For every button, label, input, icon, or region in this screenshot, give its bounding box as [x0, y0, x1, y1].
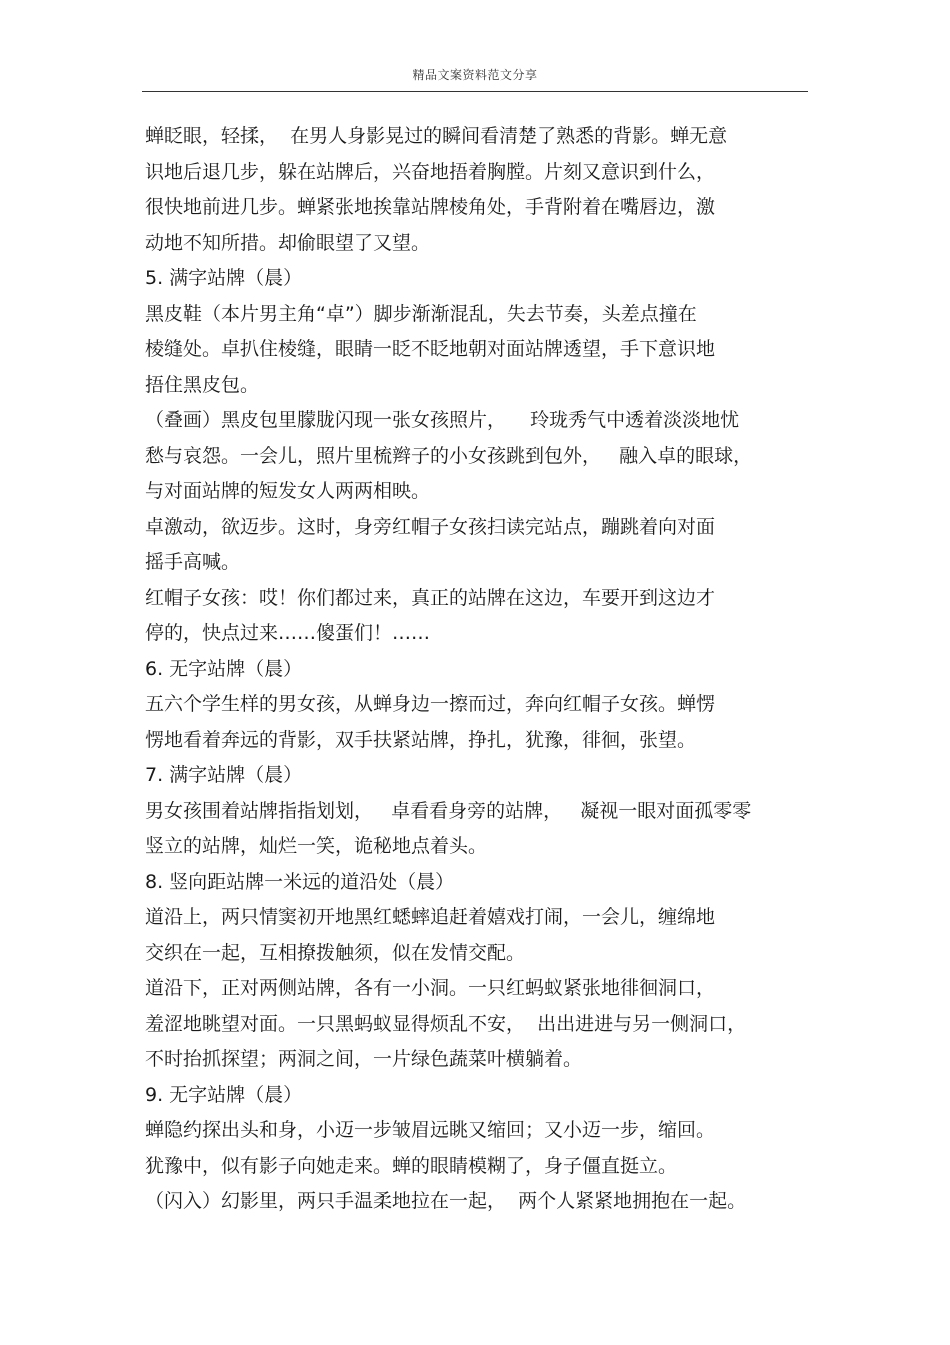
page-header: 精品文案资料范文分享	[412, 68, 538, 82]
text-line: 识地后退几步，躲在站牌后，兴奋地捂着胸膛。片刻又意识到什么，	[145, 160, 716, 183]
text-line: 竖立的站牌，灿烂一笑，诡秘地点着头。	[145, 835, 488, 857]
text-line: 五六个学生样的男女孩，从蝉身边一擦而过，奔向红帽子女孩。蝉愣	[145, 693, 716, 715]
text-line: 很快地前进几步。蝉紧张地挨靠站牌棱角处，手背附着在嘴唇边，激	[145, 196, 716, 218]
scene-heading: 7. 满字站牌（晨）	[145, 764, 303, 786]
text-line: 愣地看着奔远的背影，双手扶紧站牌，挣扎，犹豫，徘徊，张望。	[145, 728, 697, 751]
text-line: 棱缝处。卓扒住棱缝，眼睛一眨不眨地朝对面站牌透望，手下意识地	[145, 338, 716, 360]
header-divider	[142, 91, 808, 92]
text-line: 羞涩地眺望对面。一只黑蚂蚁显得烦乱不安， 出出进进与另一侧洞口，	[145, 1012, 747, 1035]
text-line: 犹豫中，似有影子向她走来。蝉的眼睛模糊了，身子僵直挺立。	[145, 1154, 678, 1177]
text-line: 摇手高喊。	[145, 551, 241, 573]
scene-heading: 8. 竖向距站牌一米远的道沿处（晨）	[145, 870, 455, 893]
text-line: （叠画）黑皮包里朦胧闪现一张女孩照片， 玲珑秀气中透着淡淡地忧	[145, 409, 740, 431]
scene-heading: 5. 满字站牌（晨）	[145, 267, 303, 289]
scene-heading: 6. 无字站牌（晨）	[145, 657, 303, 680]
text-line: 交织在一起，互相撩拨触须，似在发情交配。	[145, 941, 526, 964]
text-line: 道沿上，两只情窦初开地黑红蟋蟀追赶着嬉戏打闹，一会儿，缠绵地	[145, 906, 716, 928]
text-line: 与对面站牌的短发女人两两相映。	[145, 480, 431, 502]
document-body	[145, 119, 805, 1220]
text-line: 男女孩围着站牌指指划划， 卓看看身旁的站牌， 凝视一眼对面孤零零	[145, 799, 752, 822]
dialogue-line: 停的，快点过来……傻蛋们！……	[145, 622, 431, 644]
scene-heading: 9. 无字站牌（晨）	[145, 1083, 303, 1106]
dialogue-line: 红帽子女孩：哎！你们都过来，真正的站牌在这边，车要开到这边才	[145, 586, 716, 609]
text-line: 道沿下，正对两侧站牌，各有一小洞。一只红蚂蚁紧张地徘徊洞口，	[145, 977, 716, 999]
text-line: 不时抬抓探望；两洞之间，一片绿色蔬菜叶横躺着。	[145, 1048, 583, 1070]
text-line: 动地不知所措。却偷眼望了又望。	[145, 231, 431, 254]
text-line: 愁与哀怨。一会儿，照片里梳辫子的小女孩跳到包外， 融入卓的眼球，	[145, 444, 753, 467]
text-line: 卓激动，欲迈步。这时，身旁红帽子女孩扫读完站点，蹦跳着向对面	[145, 515, 716, 538]
text-line: （闪入）幻影里，两只手温柔地拉在一起， 两个人紧紧地拥抱在一起。	[145, 1190, 747, 1212]
text-line: 蝉眨眼，轻揉， 在男人身影晃过的瞬间看清楚了熟悉的背影。蝉无意	[145, 125, 728, 147]
text-line: 黑皮鞋（本片男主角“卓”）脚步渐渐混乱，失去节奏，头差点撞在	[145, 302, 697, 325]
text-line: 捂住黑皮包。	[145, 373, 260, 396]
text-line: 蝉隐约探出头和身，小迈一步皱眉远眺又缩回；又小迈一步，缩回。	[145, 1119, 716, 1141]
